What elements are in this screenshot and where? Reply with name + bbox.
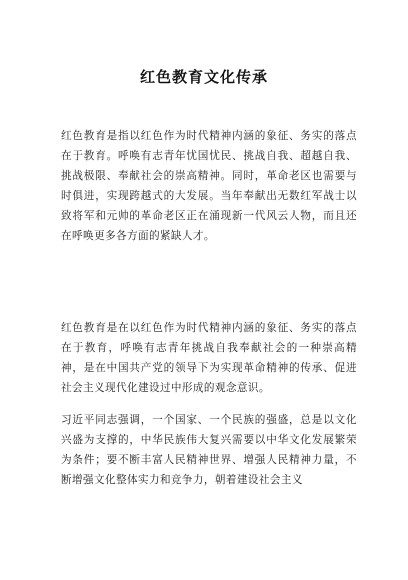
paragraph-1: 红色教育是指以红色作为时代精神内涵的象征、务实的落点在于教育。呼唤有志青年忧国忧民、挑战自我、超越自我、挑战极限、奉献社会的崇高精神。同时，革命老区也需要与时俱进，实现跨越式的大发展。当年奉献出无数红军战士以致将军和元帅的革命老区正在涌现新一代风云人物，而且还在呼唤更多各方面的紧缺人才。 bbox=[61, 130, 357, 242]
paragraph-3: 习近平同志强调，一个国家、一个民族的强盛，总是以文化兴盛为支撑的，中华民族伟大复兴需要以中华文化发展繁荣为条件；要不断丰富人民精神世界、增强人民精神力量，不断增强文化整体实力和竞争力，朝着建设社会主义 bbox=[61, 414, 357, 486]
paragraph-2: 红色教育是在以红色作为时代精神内涵的象征、务实的落点在于教育，呼唤有志青年挑战自我奉献社会的一种崇高精神，是在中国共产党的领导下为实现革命精神的传承、促进社会主义现代化建设过中形成的观念意识。 bbox=[61, 322, 357, 394]
document-title: 红色教育文化传承 bbox=[139, 68, 268, 86]
